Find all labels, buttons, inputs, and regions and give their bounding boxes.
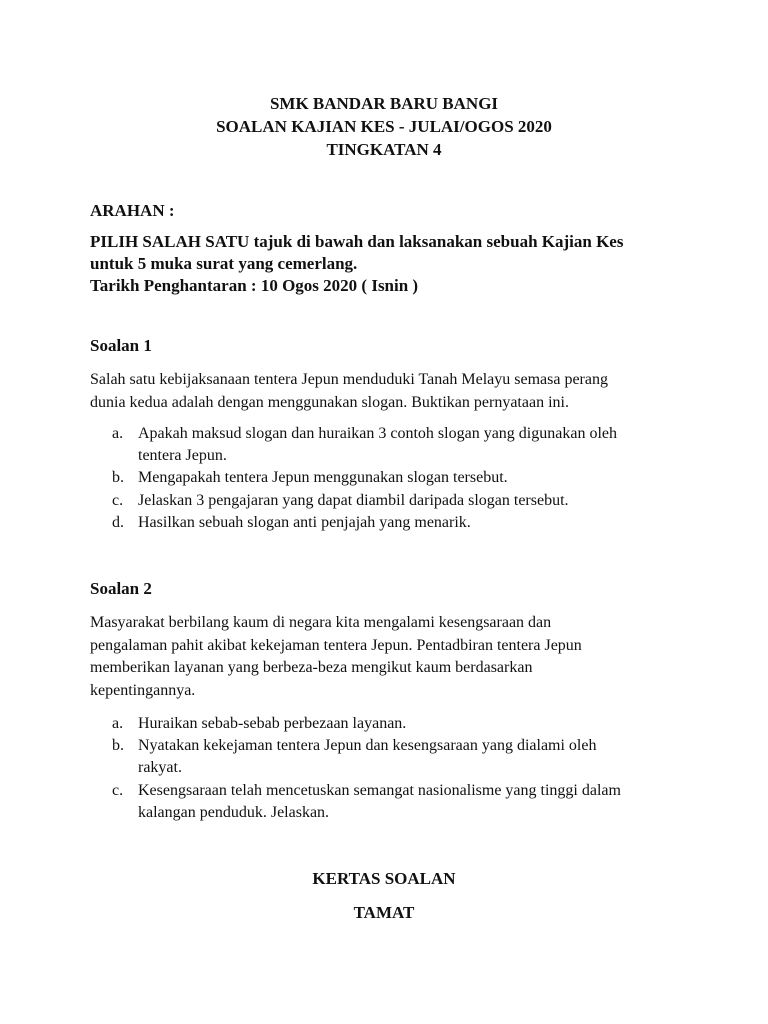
- item-line: Jelaskan 3 pengajaran yang dapat diambil daripada slogan tersebut.: [138, 492, 569, 509]
- question-1-intro-line: Salah satu kebijaksanaan tentera Jepun menduduki Tanah Melayu semasa perang: [90, 371, 608, 388]
- question-1-heading: Soalan 1: [90, 336, 152, 355]
- item-marker: c.: [112, 492, 124, 509]
- item-marker: a.: [112, 425, 124, 442]
- item-line: Apakah maksud slogan dan huraikan 3 contoh slogan yang digunakan oleh: [138, 425, 617, 442]
- item-text: [138, 780, 621, 824]
- item-line: Hasilkan sebuah slogan anti penjajah yang menarik.: [138, 514, 471, 531]
- item-line: Huraikan sebab-sebab perbezaan layanan.: [138, 715, 407, 732]
- instructions-line-2: untuk 5 muka surat yang cemerlang.: [90, 254, 358, 273]
- item-text: [138, 490, 569, 512]
- instructions-label: ARAHAN :: [90, 201, 175, 220]
- form-level: TINGKATAN 4: [326, 140, 442, 159]
- item-marker: a.: [112, 715, 124, 732]
- item-text: [138, 512, 471, 534]
- submission-deadline: Tarikh Penghantaran : 10 Ogos 2020 ( Isnin ): [90, 276, 419, 295]
- item-line: Mengapakah tentera Jepun menggunakan slogan tersebut.: [138, 469, 508, 486]
- question-2-heading: Soalan 2: [90, 579, 152, 598]
- footer-line-2: TAMAT: [353, 903, 415, 922]
- item-text: [138, 735, 596, 779]
- item-text: [138, 467, 508, 489]
- item-line: Kesengsaraan telah mencetuskan semangat nasionalisme yang tinggi dalam: [138, 782, 621, 799]
- question-1-intro-line: dunia kedua adalah dengan menggunakan slogan. Buktikan pernyataan ini.: [90, 394, 569, 411]
- item-marker: b.: [112, 469, 124, 486]
- item-marker: d.: [112, 514, 124, 531]
- paper-title: SOALAN KAJIAN KES - JULAI/OGOS 2020: [216, 117, 552, 136]
- question-2-intro-line: Masyarakat berbilang kaum di negara kita mengalami kesengsaraan dan: [90, 614, 552, 631]
- item-text: [138, 423, 617, 467]
- footer-line-1: KERTAS SOALAN: [312, 869, 456, 888]
- item-line: rakyat.: [138, 759, 182, 776]
- instructions-line-1: PILIH SALAH SATU tajuk di bawah dan laksanakan sebuah Kajian Kes: [90, 232, 624, 251]
- question-2-intro-line: memberikan layanan yang berbeza-beza mengikut kaum berdasarkan: [90, 659, 533, 676]
- question-2-intro-line: pengalaman pahit akibat kekejaman tentera Jepun. Pentadbiran tentera Jepun: [90, 637, 582, 654]
- item-line: kalangan penduduk. Jelaskan.: [138, 804, 330, 821]
- item-marker: c.: [112, 782, 124, 799]
- school-name: SMK BANDAR BARU BANGI: [269, 94, 499, 113]
- question-2-intro-line: kepentingannya.: [90, 682, 196, 699]
- item-line: Nyatakan kekejaman tentera Jepun dan kesengsaraan yang dialami oleh: [138, 737, 597, 754]
- item-marker: b.: [112, 737, 124, 754]
- item-text: [138, 713, 406, 735]
- item-line: tentera Jepun.: [138, 447, 227, 464]
